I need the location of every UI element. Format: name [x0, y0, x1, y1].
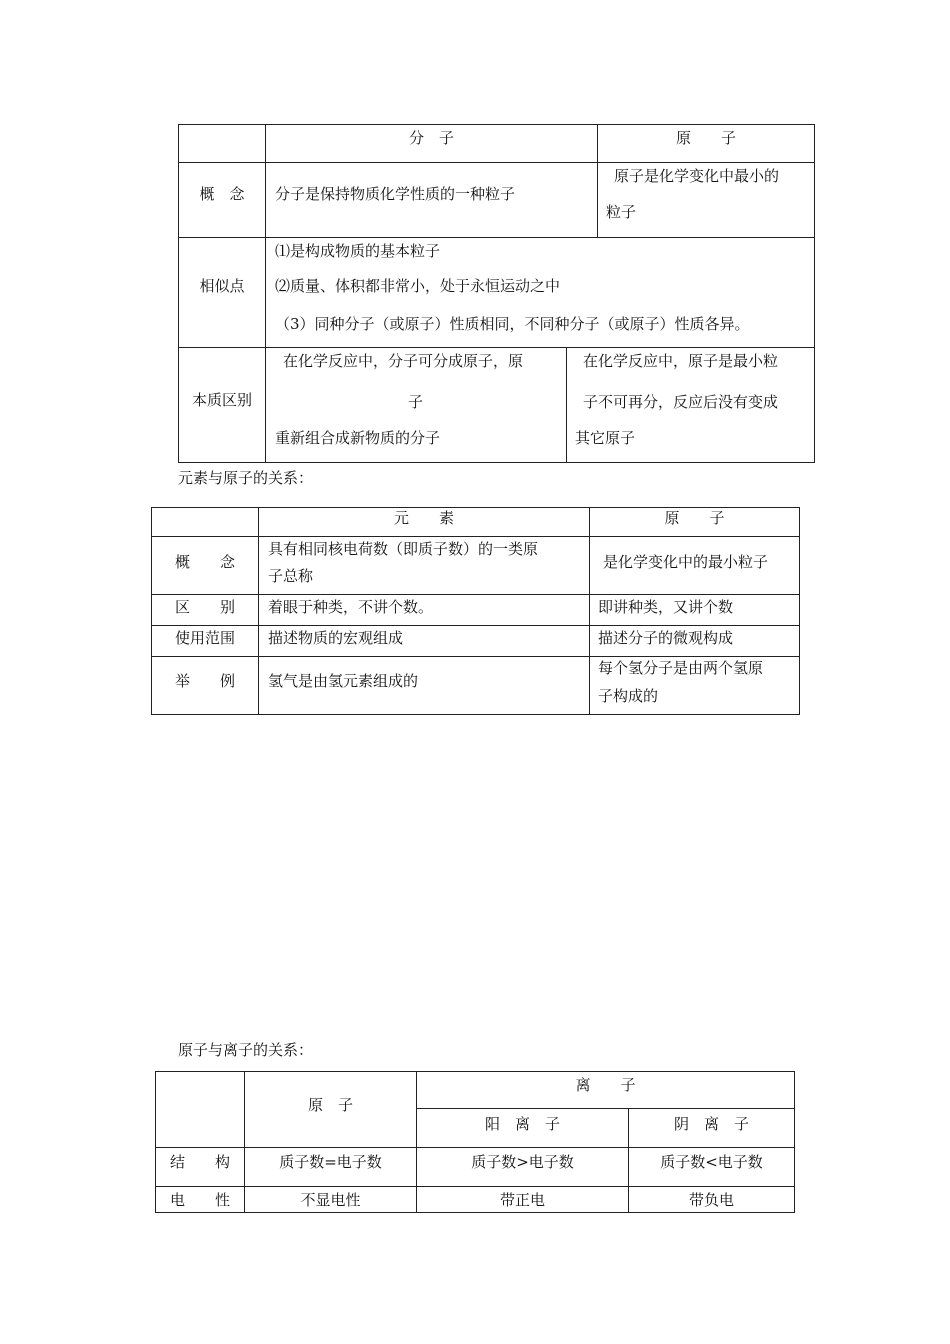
table3-rule [155, 1186, 795, 1187]
cation-charge: 带正电 [499, 1191, 545, 1209]
table2-rule [258, 507, 259, 715]
similarity-line2: ⑵质量、体积都非常小，处于永恒运动之中 [275, 277, 561, 295]
atom-structure: 质子数=电子数 [279, 1153, 382, 1171]
table2-header-atom: 原 子 [664, 509, 725, 527]
atom-charge: 不显电性 [300, 1191, 361, 1209]
table1-rule [265, 124, 266, 463]
anion-charge: 带负电 [688, 1191, 734, 1209]
table3-rule [155, 1147, 795, 1148]
table1-header-atom: 原 子 [675, 129, 736, 147]
molecule-concept: 分子是保持物质化学性质的一种粒子 [275, 185, 516, 203]
molecule-difference-line2: 子 [408, 393, 424, 411]
atom-concept-line2: 粒子 [606, 203, 637, 221]
table2-rule [151, 594, 800, 595]
table1-rule [178, 237, 815, 238]
table3-rule [416, 1108, 795, 1109]
row-label-similarity: 相似点 [199, 277, 245, 295]
table3-header-cation: 阳 离 子 [484, 1115, 560, 1133]
table2-label-scope: 使用范围 [174, 629, 235, 647]
element-example: 氢气是由氢元素组成的 [268, 672, 419, 690]
atom-example-line1: 每个氢分子是由两个氢原 [598, 659, 764, 677]
atom-ion-heading: 原子与离子的关系： [178, 1041, 314, 1059]
table1-header-molecule: 分 子 [408, 129, 454, 147]
atom-scope: 描述分子的微观构成 [598, 629, 734, 647]
atom-difference-line1: 在化学反应中，原子是最小粒 [583, 352, 779, 370]
element-concept-line1: 具有相同核电荷数（即质子数）的一类原 [268, 540, 539, 558]
table3-label-structure: 结 构 [169, 1153, 230, 1171]
similarity-line1: ⑴是构成物质的基本粒子 [275, 242, 441, 260]
molecule-difference-line1: 在化学反应中，分子可分成原子，原 [283, 352, 524, 370]
table2-rule [589, 507, 590, 715]
table1-rule [178, 162, 815, 163]
similarity-line3: （3）同种分子（或原子）性质相同，不同种分子（或原子）性质各异。 [275, 315, 750, 333]
table3-header-ion: 离 子 [575, 1076, 636, 1094]
element-scope: 描述物质的宏观组成 [268, 629, 404, 647]
table1-rule [178, 347, 815, 348]
atom-concept-line1: 原子是化学变化中最小的 [614, 167, 780, 185]
atom-difference-line2: 子不可再分，反应后没有变成 [583, 393, 779, 411]
row-label-concept: 概 念 [199, 185, 245, 203]
atom-example-line2: 子构成的 [598, 687, 659, 705]
atom-concept: 是化学变化中的最小粒子 [603, 553, 769, 571]
atom-difference: 即讲种类，又讲个数 [598, 598, 734, 616]
table1-rule [566, 347, 567, 463]
table2-label-difference: 区 别 [174, 598, 235, 616]
table3-header-atom: 原 子 [307, 1096, 353, 1114]
cation-structure: 质子数>电子数 [471, 1153, 574, 1171]
element-concept-line2: 子总称 [268, 567, 314, 585]
table3-label-charge: 电 性 [169, 1191, 230, 1209]
table2-label-concept: 概 念 [174, 553, 235, 571]
element-atom-heading: 元素与原子的关系： [178, 469, 314, 487]
table2-header-element: 元 素 [393, 509, 454, 527]
atom-difference-line3: 其它原子 [575, 429, 636, 447]
row-label-essential-difference: 本质区别 [191, 391, 252, 409]
molecule-difference-line3: 重新组合成新物质的分子 [275, 429, 441, 447]
anion-structure: 质子数<电子数 [660, 1153, 763, 1171]
table2-rule [151, 625, 800, 626]
table2-rule [151, 536, 800, 537]
table2-label-example: 举 例 [174, 672, 235, 690]
table3-header-anion: 阴 离 子 [673, 1115, 749, 1133]
table2-rule [151, 656, 800, 657]
element-difference: 着眼于种类，不讲个数。 [268, 598, 434, 616]
